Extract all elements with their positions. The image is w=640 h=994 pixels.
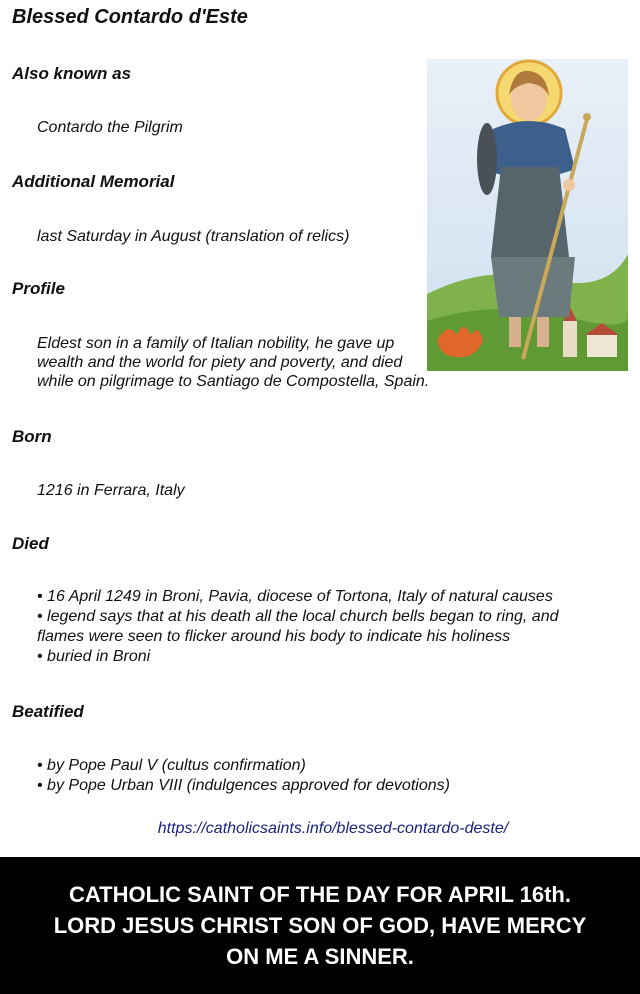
- list-item: • legend says that at his death all the local church bells began to ring, and: [37, 608, 559, 625]
- list-item: • 16 April 1249 in Broni, Pavia, diocese of Tortona, Italy of natural causes: [37, 588, 553, 605]
- profile-line: wealth and the world for piety and poverty, and died: [37, 354, 403, 371]
- banner-line: LORD JESUS CHRIST SON OF GOD, HAVE MERCY: [53, 913, 587, 938]
- beatified-list: [37, 756, 450, 796]
- born-value: 1216 in Ferrara, Italy: [37, 482, 185, 499]
- banner: [0, 857, 640, 994]
- banner-line: ON ME A SINNER.: [226, 944, 414, 969]
- heading-born: Born: [12, 427, 52, 446]
- page-title: Blessed Contardo d'Este: [12, 6, 248, 28]
- source-link[interactable]: https://catholicsaints.info/blessed-contardo-deste/: [157, 820, 509, 837]
- profile-text: [37, 334, 429, 391]
- list-item: • by Pope Urban VIII (indulgences approved for devotions): [37, 777, 450, 794]
- list-item: • buried in Broni: [37, 648, 151, 665]
- heading-additional-memorial: Additional Memorial: [12, 172, 175, 191]
- heading-also-known-as: Also known as: [12, 64, 132, 83]
- heading-profile: Profile: [12, 279, 65, 298]
- profile-line: while on pilgrimage to Santiago de Compostella, Spain.: [37, 373, 430, 390]
- died-list: [37, 587, 559, 667]
- list-item: flames were seen to flicker around his body to indicate his holiness: [37, 628, 511, 645]
- heading-beatified: Beatified: [12, 702, 84, 721]
- saint-portrait-image: [427, 59, 628, 371]
- list-item: • by Pope Paul V (cultus confirmation): [37, 757, 306, 774]
- also-known-as-value: Contardo the Pilgrim: [37, 119, 183, 136]
- heading-died: Died: [12, 534, 49, 553]
- banner-text: [54, 879, 587, 972]
- additional-memorial-value: last Saturday in August (translation of relics): [37, 228, 350, 245]
- profile-line: Eldest son in a family of Italian nobility, he gave up: [37, 335, 395, 352]
- banner-line: CATHOLIC SAINT OF THE DAY FOR APRIL 16th.: [69, 882, 571, 907]
